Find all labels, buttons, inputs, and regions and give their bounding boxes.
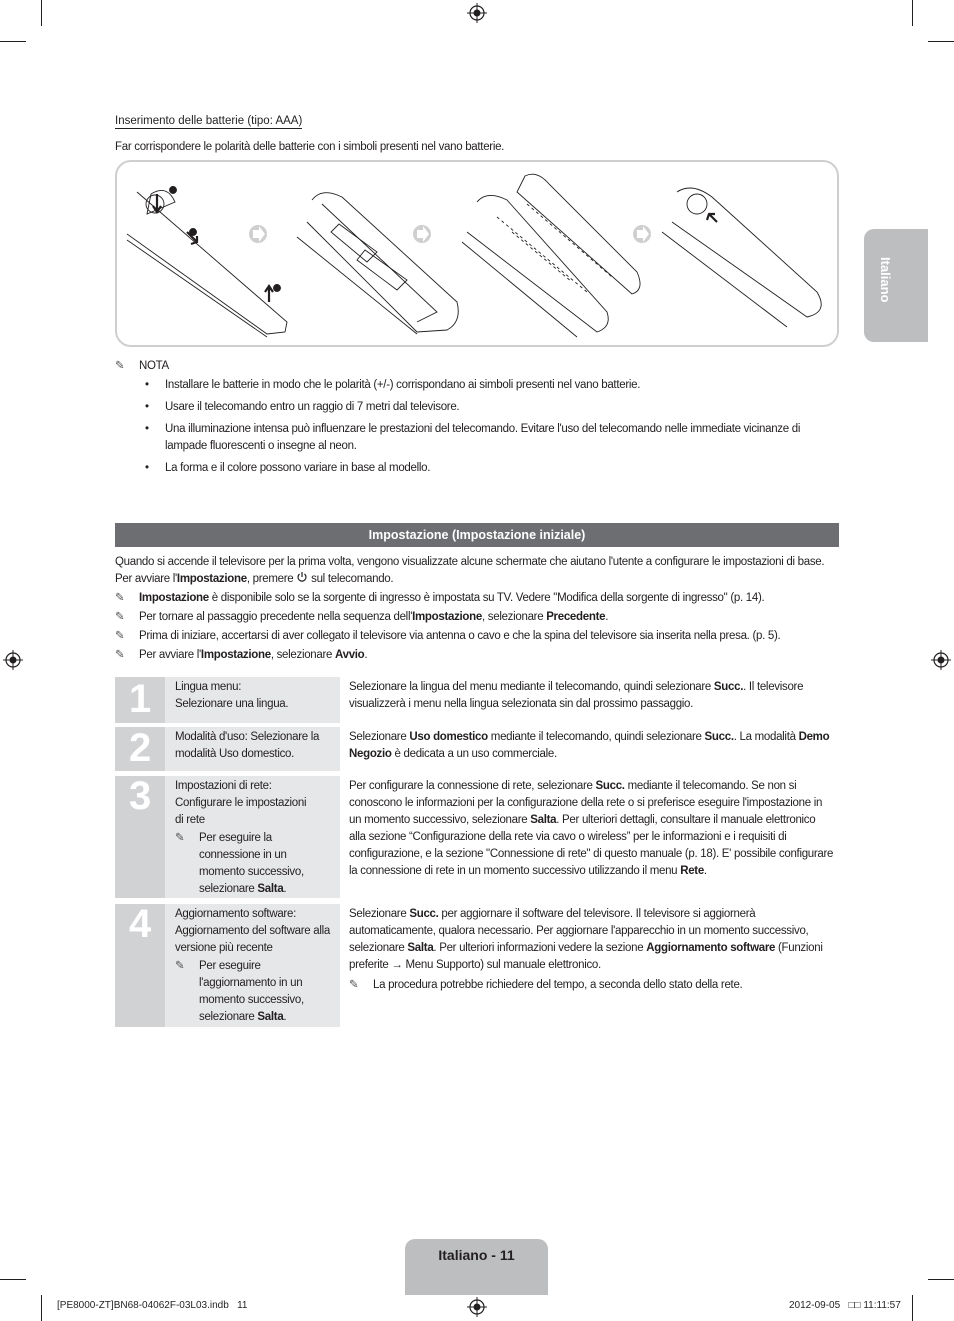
step-label — [175, 906, 335, 957]
text-run: . Il televisore visualizzerà i menu nella lingua selezionata sin dal prossimo passaggio. — [349, 681, 804, 710]
bold-term: Impostazione — [200, 649, 271, 661]
nota-label: NOTA — [139, 360, 169, 372]
pen-note-icon: ✎ — [349, 979, 359, 991]
text-run: Selezionare — [349, 908, 410, 920]
bold-term: Impostazione — [139, 592, 209, 604]
bold-term: Salta — [257, 883, 284, 895]
text-run: : Configurare le impostazioni di rete — [175, 780, 307, 826]
footer-file-info: [PE8000-ZT]BN68-04062F-03L03.indb 11 — [57, 1300, 248, 1311]
text-run: . Per ulteriori dettagli, consultare il manuale elettronico alla sezione “Configurazione della rete via cavo o wireless” per le informazioni e i requisiti di configurazione, e la sezione "Connessione di rete" di questo manuale (p. 18). E' possibile configurare la connessione di rete in un momento successivo utilizzando il menu — [349, 814, 834, 877]
text-run: : Aggiornamento del software alla versione più recente — [175, 908, 330, 954]
text-run: Per tornare al passaggio precedente nella sequenza dell' — [139, 611, 413, 623]
text-run: : Selezionare una lingua. — [175, 681, 289, 710]
setup-note — [115, 647, 367, 664]
text-run: mediante il telecomando, quindi selezionare — [487, 731, 705, 743]
text-run: (Funzioni preferite → Menu Supporto) sul manuale elettronico. — [349, 942, 823, 971]
step-label — [175, 778, 315, 829]
step-number: 2 — [115, 727, 165, 771]
text-run: , selezionare — [270, 649, 336, 661]
text-run: Modalità d'uso — [175, 731, 245, 743]
step-note — [175, 830, 335, 898]
bold-term: Avvio — [335, 649, 365, 661]
text-run: Selezionare — [349, 731, 410, 743]
bold-term: Salta — [530, 814, 557, 826]
step-1-description — [349, 679, 834, 713]
step-2-description — [349, 729, 834, 763]
nota-list — [145, 377, 835, 482]
bold-term: Succ. — [409, 908, 439, 920]
text-run: . — [703, 865, 707, 877]
text-run: Per eseguire la connessione in un momento successivo, selezionare — [199, 832, 304, 895]
step-3-description — [349, 778, 834, 880]
bold-term: Demo Negozio — [349, 731, 830, 760]
step-note — [175, 958, 335, 1026]
text-run: Per configurare la connessione di rete, selezionare — [349, 780, 596, 792]
text-run: Per avviare l' — [139, 649, 201, 661]
bold-term: Succ. — [713, 681, 744, 693]
step-number: 1 — [115, 677, 165, 723]
remote-illustration-4 — [662, 188, 821, 327]
step-number: 3 — [115, 776, 165, 898]
section-title: Impostazione (Impostazione iniziale) — [115, 523, 839, 547]
list-item: • Usare il telecomando entro un raggio di 7 metri dal televisore. — [145, 399, 835, 416]
power-icon — [296, 571, 308, 583]
text-run: , selezionare — [481, 611, 547, 623]
step-1-left — [115, 677, 340, 723]
text-run: Per eseguire l'aggiornamento in un momento successivo, selezionare — [199, 960, 304, 1023]
footer-timestamp: 2012-09-05 □□ 11:11:57 — [789, 1300, 901, 1311]
language-side-tab — [864, 229, 928, 342]
text-run: Prima di iniziare, accertarsi di aver collegato il televisore via antenna o cavo e che la spina del televisore sia inserita nella presa. (p. 5). — [139, 630, 781, 642]
step-note — [349, 977, 834, 994]
text-run: è dedicata a un uso commerciale. — [391, 748, 557, 760]
step-2-left — [115, 727, 340, 771]
remote-illustration-1 — [127, 187, 287, 338]
bold-term: Rete — [680, 865, 704, 877]
arrow-circle-icon — [633, 225, 651, 243]
bold-term: Salta — [257, 1011, 284, 1023]
battery-section-title: Inserimento delle batterie (tipo: AAA) — [115, 115, 303, 127]
pen-note-icon: ✎ — [175, 960, 185, 972]
pen-note-icon: ✎ — [115, 649, 125, 661]
intro-text: Quando si accende il televisore per la prima volta, vengono visualizzate alcune schermate che aiutano l'utente a configurare le impostazioni di base. Per avviare l' — [115, 556, 825, 585]
text-run: Lingua menu — [175, 681, 239, 693]
text-run: . Per ulteriori informazioni vedere la sezione — [433, 942, 647, 954]
step-label — [175, 679, 335, 713]
registration-mark-icon — [467, 1297, 487, 1317]
text-run: . — [605, 611, 609, 623]
step-label — [175, 729, 335, 763]
page-number-tab: Italiano - 11 — [405, 1239, 548, 1295]
text-run: Aggiornamento software — [175, 908, 294, 920]
registration-mark-icon — [467, 3, 487, 23]
list-item: • La forma e il colore possono variare in base al modello. — [145, 460, 835, 477]
text-run: : Selezionare la modalità Uso domestico. — [175, 731, 320, 760]
intro-text: sul telecomando. — [311, 573, 394, 585]
setup-note — [115, 628, 780, 645]
text-run: per aggiornare il software del televisore. Il televisore si aggiornerà automaticamente, qualora necessario. Per aggiornare l'apparecchio in un momento successivo, selezionare — [349, 908, 809, 954]
section-intro — [115, 554, 840, 588]
pen-note-icon: ✎ — [115, 592, 125, 604]
text-run: . — [364, 649, 368, 661]
intro-text: , premere — [246, 573, 294, 585]
side-tab-label: Italiano — [878, 257, 893, 303]
nota-heading — [115, 358, 169, 375]
text-run: mediante il telecomando. Se non si conoscono le informazioni per la configurazione della rete o si preferisce eseguire l'impostazione in un momento successivo, selezionare — [349, 780, 823, 826]
battery-description: Far corrispondere le polarità delle batterie con i simboli presenti nel vano batterie. — [115, 141, 505, 153]
registration-mark-icon — [3, 650, 23, 670]
bold-term: Precedente — [546, 611, 606, 623]
text-run: Selezionare la lingua del menu mediante il telecomando, quindi selezionare — [349, 681, 714, 693]
registration-mark-icon — [931, 650, 951, 670]
text-run: . La modalità — [733, 731, 799, 743]
setup-note — [115, 609, 608, 626]
bold-term: Aggiornamento software — [646, 942, 776, 954]
remote-illustration-3 — [462, 174, 640, 337]
intro-bold: Impostazione — [176, 573, 247, 585]
pen-note-icon: ✎ — [115, 360, 125, 372]
bold-term: Succ. — [704, 731, 734, 743]
step-3-left — [115, 776, 340, 898]
text-run: . — [283, 1011, 287, 1023]
note-text: La procedura potrebbe richiedere del tempo, a seconda dello stato della rete. — [373, 979, 743, 991]
pen-note-icon: ✎ — [175, 832, 185, 844]
bold-term: Salta — [407, 942, 434, 954]
step-number: 4 — [115, 904, 165, 1027]
bold-term: Impostazione — [412, 611, 482, 623]
text-run: è disponibile solo se la sorgente di ingresso è impostata su TV. Vedere "Modifica della sorgente di ingresso" (p. 14). — [208, 592, 765, 604]
bold-term: Succ. — [595, 780, 625, 792]
step-4-left — [115, 904, 340, 1027]
pen-note-icon: ✎ — [115, 611, 125, 623]
pen-note-icon: ✎ — [115, 630, 125, 642]
arrow-circle-icon — [249, 225, 267, 243]
arrow-circle-icon — [413, 225, 431, 243]
text-run: . — [283, 883, 287, 895]
bold-term: Uso domestico — [409, 731, 488, 743]
setup-note — [115, 590, 764, 607]
list-item: • Una illuminazione intensa può influenzare le prestazioni del telecomando. Evitare l'uso del telecomando nelle immediate vicinanze di lampade fluorescenti o insegne al neon. — [145, 421, 835, 455]
step-4-description — [349, 906, 834, 994]
battery-illustration — [115, 160, 839, 347]
text-run: Impostazioni di rete — [175, 780, 269, 792]
list-item: • Installare le batterie in modo che le polarità (+/-) corrispondano ai simboli presenti nel vano batterie. — [145, 377, 835, 394]
remote-illustration-2 — [297, 193, 458, 334]
